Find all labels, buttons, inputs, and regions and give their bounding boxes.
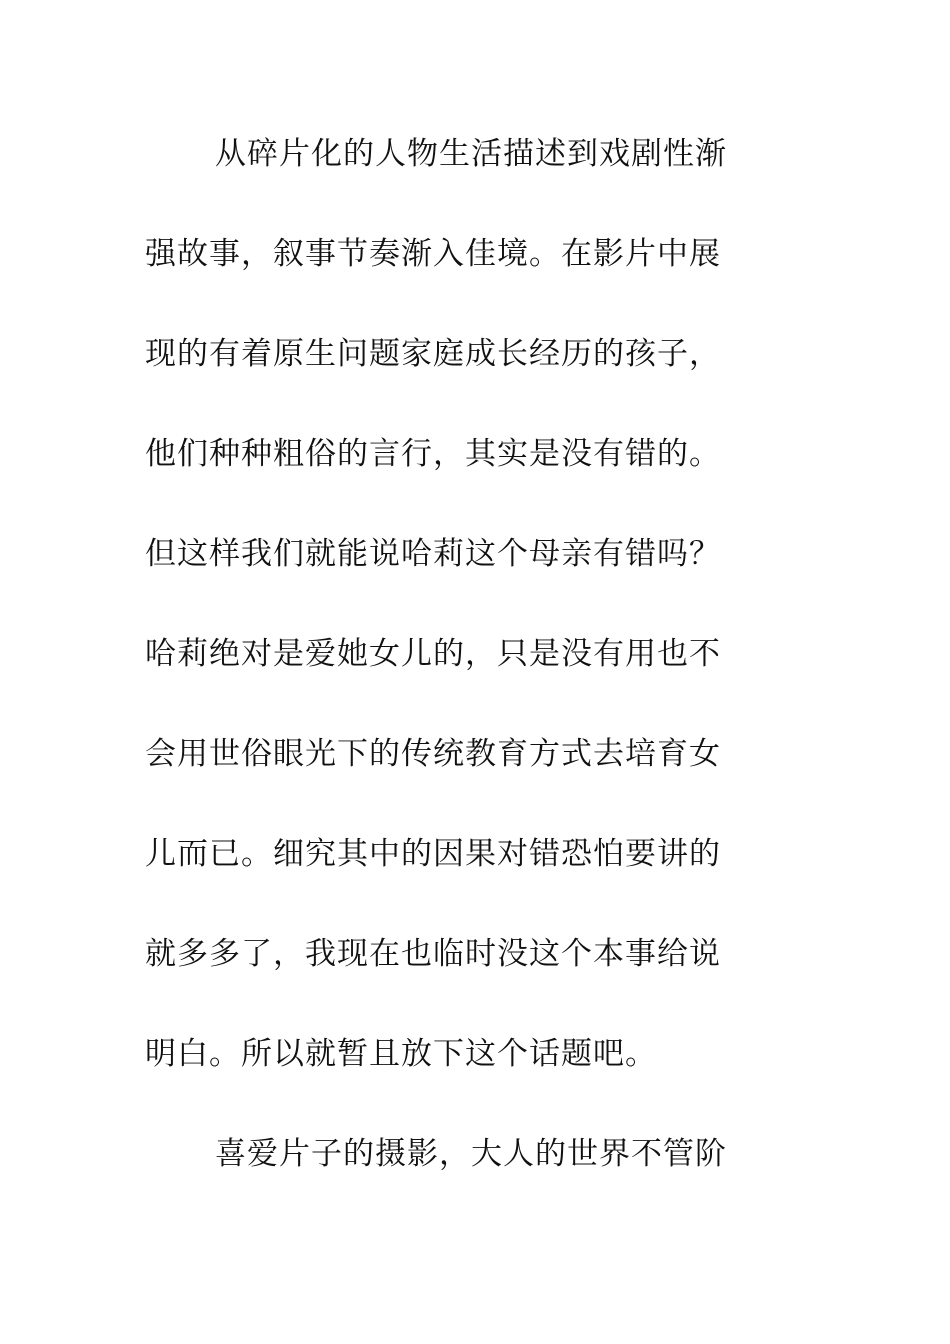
paragraph-1-line-4: 他们种种粗俗的言行，其实是没有错的。 <box>145 436 721 472</box>
paragraph-1-line-6: 哈莉绝对是爱她女儿的，只是没有用也不 <box>145 636 721 672</box>
paragraph-1-line-1: 从碎片化的人物生活描述到戏剧性渐 <box>215 136 727 172</box>
paragraph-2-line-1: 喜爱片子的摄影，大人的世界不管阶 <box>215 1136 727 1172</box>
paragraph-1-line-5: 但这样我们就能说哈莉这个母亲有错吗？ <box>145 536 721 572</box>
paragraph-1-line-9: 就多多了，我现在也临时没这个本事给说 <box>145 936 721 972</box>
paragraph-1-line-2: 强故事，叙事节奏渐入佳境。在影片中展 <box>145 236 721 272</box>
paragraph-1-line-8: 儿而已。细究其中的因果对错恐怕要讲的 <box>145 836 721 872</box>
paragraph-1-line-10: 明白。所以就暂且放下这个话题吧。 <box>145 1036 657 1072</box>
paragraph-1-line-3: 现的有着原生问题家庭成长经历的孩子， <box>145 336 721 372</box>
document-body <box>145 126 785 1226</box>
paragraph-1-line-7: 会用世俗眼光下的传统教育方式去培育女 <box>145 736 721 772</box>
